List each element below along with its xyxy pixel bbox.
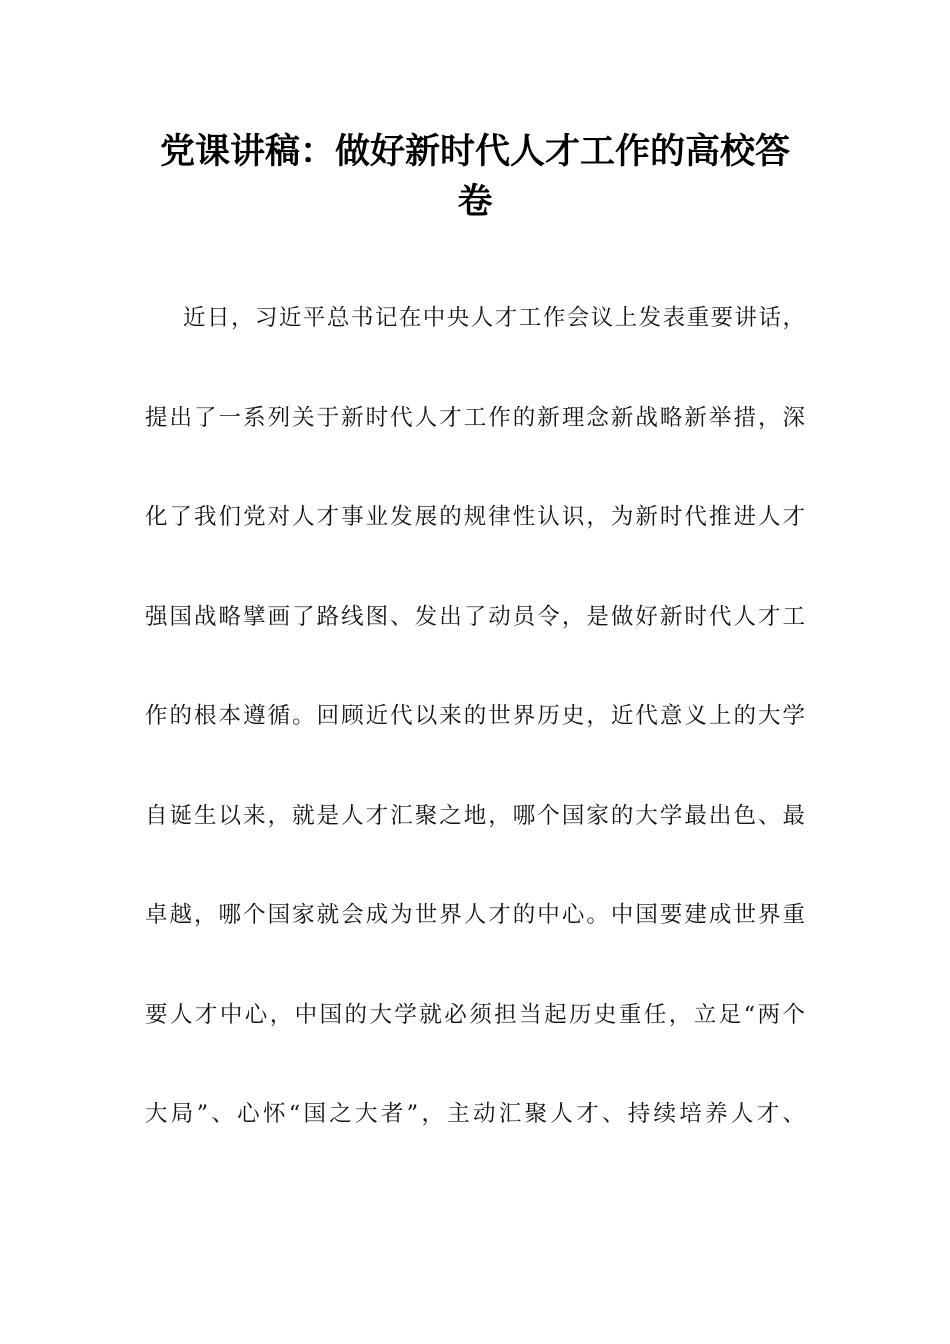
body-line-9: 大局”、心怀“国之大者”，主动汇聚人才、持续培养人才、 xyxy=(145,1101,805,1127)
body-line-6: 自诞生以来，就是人才汇聚之地，哪个国家的大学最出色、最 xyxy=(145,802,805,829)
title-line-2: 卷 xyxy=(457,181,493,222)
body-line-3: 化了我们党对人才事业发展的规律性认识，为新时代推进人才 xyxy=(145,504,805,530)
body-line-2: 提出了一系列关于新时代人才工作的新理念新战略新举措，深 xyxy=(145,404,805,431)
body-line-8: 要人才中心，中国的大学就必须担当起历史重任，立足“两个 xyxy=(145,1001,805,1028)
body-paragraph xyxy=(145,298,805,1194)
body-line-5: 作的根本遵循。回顾近代以来的世界历史，近代意义上的大学 xyxy=(145,703,805,729)
body-line-1: 近日，习近平总书记在中央人才工作会议上发表重要讲话， xyxy=(183,305,805,331)
document-title xyxy=(145,127,805,227)
body-line-4: 强国战略擘画了路线图、发出了动员令，是做好新时代人才工 xyxy=(145,603,805,630)
body-line-7: 卓越，哪个国家就会成为世界人才的中心。中国要建成世界重 xyxy=(145,902,805,928)
title-line-1: 党课讲稿：做好新时代人才工作的高校答 xyxy=(159,131,790,172)
